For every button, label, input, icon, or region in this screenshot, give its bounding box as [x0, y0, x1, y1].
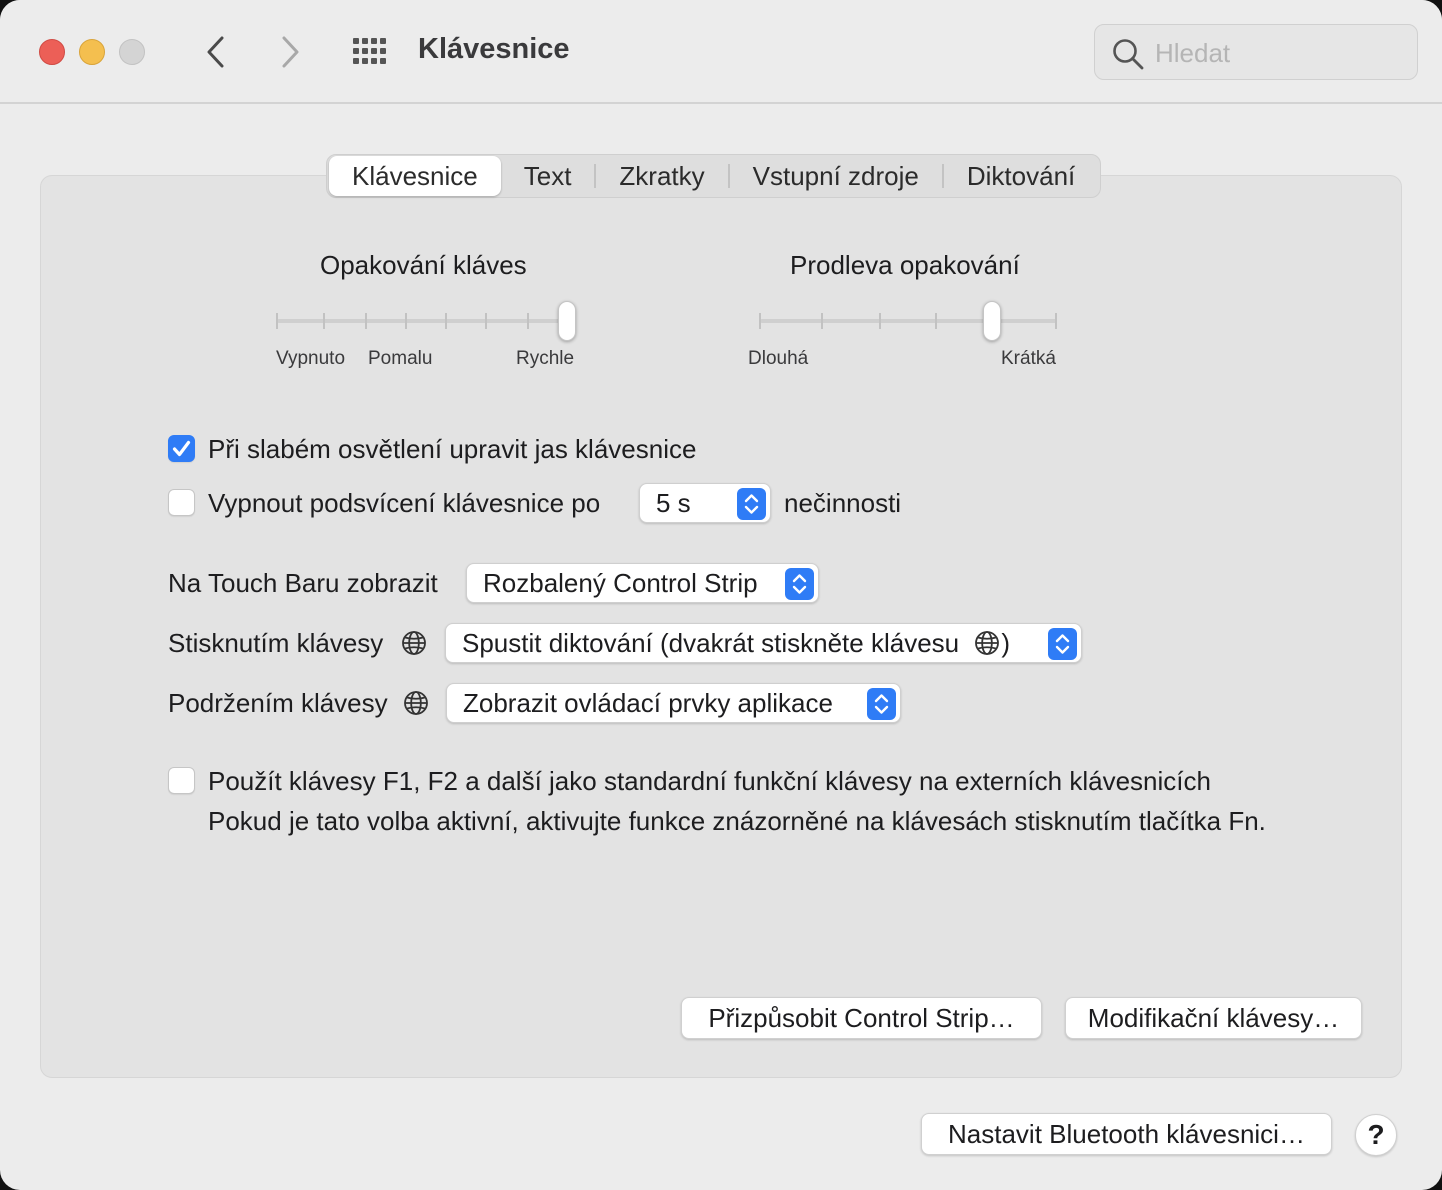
- slider-tick: [759, 313, 761, 329]
- tab-text[interactable]: Text: [523, 161, 572, 191]
- chevron-right-icon: [278, 35, 302, 69]
- backlight-timeout-value: 5 s: [656, 488, 691, 518]
- tab-bar: [326, 154, 1101, 198]
- fn-keys-checkbox[interactable]: [168, 767, 195, 794]
- hold-key-value: Zobrazit ovládací prvky aplikace: [463, 688, 833, 718]
- fn-keys-label: Použít klávesy F1, F2 a další jako standardní funkční klávesy na externích klávesnicích: [208, 766, 1211, 796]
- repeat-delay-title: Prodleva opakování: [790, 250, 1020, 280]
- repeat-delay-short-label: Krátká: [1001, 348, 1056, 369]
- adjust-brightness-checkbox[interactable]: [168, 435, 195, 462]
- press-key-label: Stisknutím klávesy: [168, 628, 384, 658]
- hold-key-select[interactable]: [446, 683, 901, 723]
- backlight-off-suffix: nečinnosti: [784, 488, 902, 518]
- globe-icon: [974, 630, 1000, 656]
- slider-tick: [365, 313, 367, 329]
- backlight-off-checkbox[interactable]: [168, 489, 195, 516]
- up-down-chevron-icon: [1048, 628, 1077, 660]
- tab-zkratky[interactable]: Zkratky: [619, 161, 705, 191]
- press-key-value-end: ): [1001, 628, 1011, 658]
- globe-icon: [403, 690, 429, 716]
- checkmark-icon: [168, 435, 195, 462]
- forward-button[interactable]: [270, 30, 310, 74]
- popup-stepper: [737, 488, 766, 520]
- grid-icon: [350, 35, 392, 69]
- customize-control-strip-button[interactable]: Přizpůsobit Control Strip…: [681, 997, 1042, 1039]
- chevron-left-icon: [204, 35, 228, 69]
- show-all-grid-button[interactable]: [350, 35, 392, 69]
- setup-bluetooth-keyboard-button[interactable]: Nastavit Bluetooth klávesnici…: [921, 1113, 1332, 1155]
- tab-vstupni-zdroje[interactable]: Vstupní zdroje: [752, 161, 919, 191]
- slider-tick: [935, 313, 937, 329]
- popup-stepper: [1048, 628, 1077, 660]
- key-repeat-slow-label: Pomalu: [368, 348, 433, 369]
- minimize-window-button[interactable]: [79, 39, 105, 65]
- adjust-brightness-label: Při slabém osvětlení upravit jas klávesnice: [208, 434, 697, 464]
- search-field[interactable]: [1094, 24, 1418, 80]
- key-repeat-off-label: Vypnuto: [276, 348, 346, 369]
- help-button[interactable]: ?: [1355, 1114, 1397, 1156]
- key-repeat-title: Opakování kláves: [320, 250, 527, 280]
- back-button[interactable]: [196, 30, 236, 74]
- popup-stepper: [785, 568, 814, 600]
- repeat-delay-slider-knob[interactable]: [983, 301, 1001, 341]
- slider-tick: [405, 313, 407, 329]
- key-repeat-fast-label: Rychle: [516, 348, 575, 369]
- up-down-chevron-icon: [867, 688, 896, 720]
- touchbar-show-value: Rozbalený Control Strip: [483, 568, 758, 598]
- slider-track: [760, 319, 1057, 323]
- tab-diktovani[interactable]: Diktování: [966, 161, 1076, 191]
- repeat-delay-long-label: Dlouhá: [748, 348, 809, 369]
- slider-tick: [879, 313, 881, 329]
- titlebar: [0, 0, 1442, 104]
- window-title: Klávesnice: [418, 33, 570, 65]
- globe-icon: [401, 630, 427, 656]
- slider-tick: [1055, 313, 1057, 329]
- touchbar-show-label: Na Touch Baru zobrazit: [168, 568, 438, 598]
- key-repeat-slider-knob[interactable]: [558, 301, 576, 341]
- slider-tick: [485, 313, 487, 329]
- touchbar-show-select[interactable]: [466, 563, 819, 603]
- tab-klavesnice[interactable]: Klávesnice: [329, 156, 501, 196]
- popup-stepper: [867, 688, 896, 720]
- slider-tick: [445, 313, 447, 329]
- hold-key-label: Podržením klávesy: [168, 688, 388, 718]
- press-key-value: Spustit diktování (dvakrát stiskněte klávesu: [462, 628, 960, 658]
- slider-tick: [821, 313, 823, 329]
- search-input[interactable]: [1155, 35, 1405, 71]
- up-down-chevron-icon: [785, 568, 814, 600]
- fn-keys-description: Pokud je tato volba aktivní, aktivujte funkce znázorněné na klávesách stisknutím tlačítka Fn.: [208, 806, 1266, 836]
- close-window-button[interactable]: [39, 39, 65, 65]
- slider-track: [277, 319, 568, 323]
- backlight-off-label: Vypnout podsvícení klávesnice po: [208, 488, 601, 518]
- zoom-window-button[interactable]: [119, 39, 145, 65]
- search-icon: [1111, 37, 1145, 71]
- up-down-chevron-icon: [737, 488, 766, 520]
- slider-tick: [527, 313, 529, 329]
- modifier-keys-button[interactable]: Modifikační klávesy…: [1065, 997, 1362, 1039]
- slider-tick: [276, 313, 278, 329]
- backlight-timeout-select[interactable]: [639, 483, 771, 523]
- press-key-select[interactable]: [445, 623, 1082, 663]
- slider-tick: [323, 313, 325, 329]
